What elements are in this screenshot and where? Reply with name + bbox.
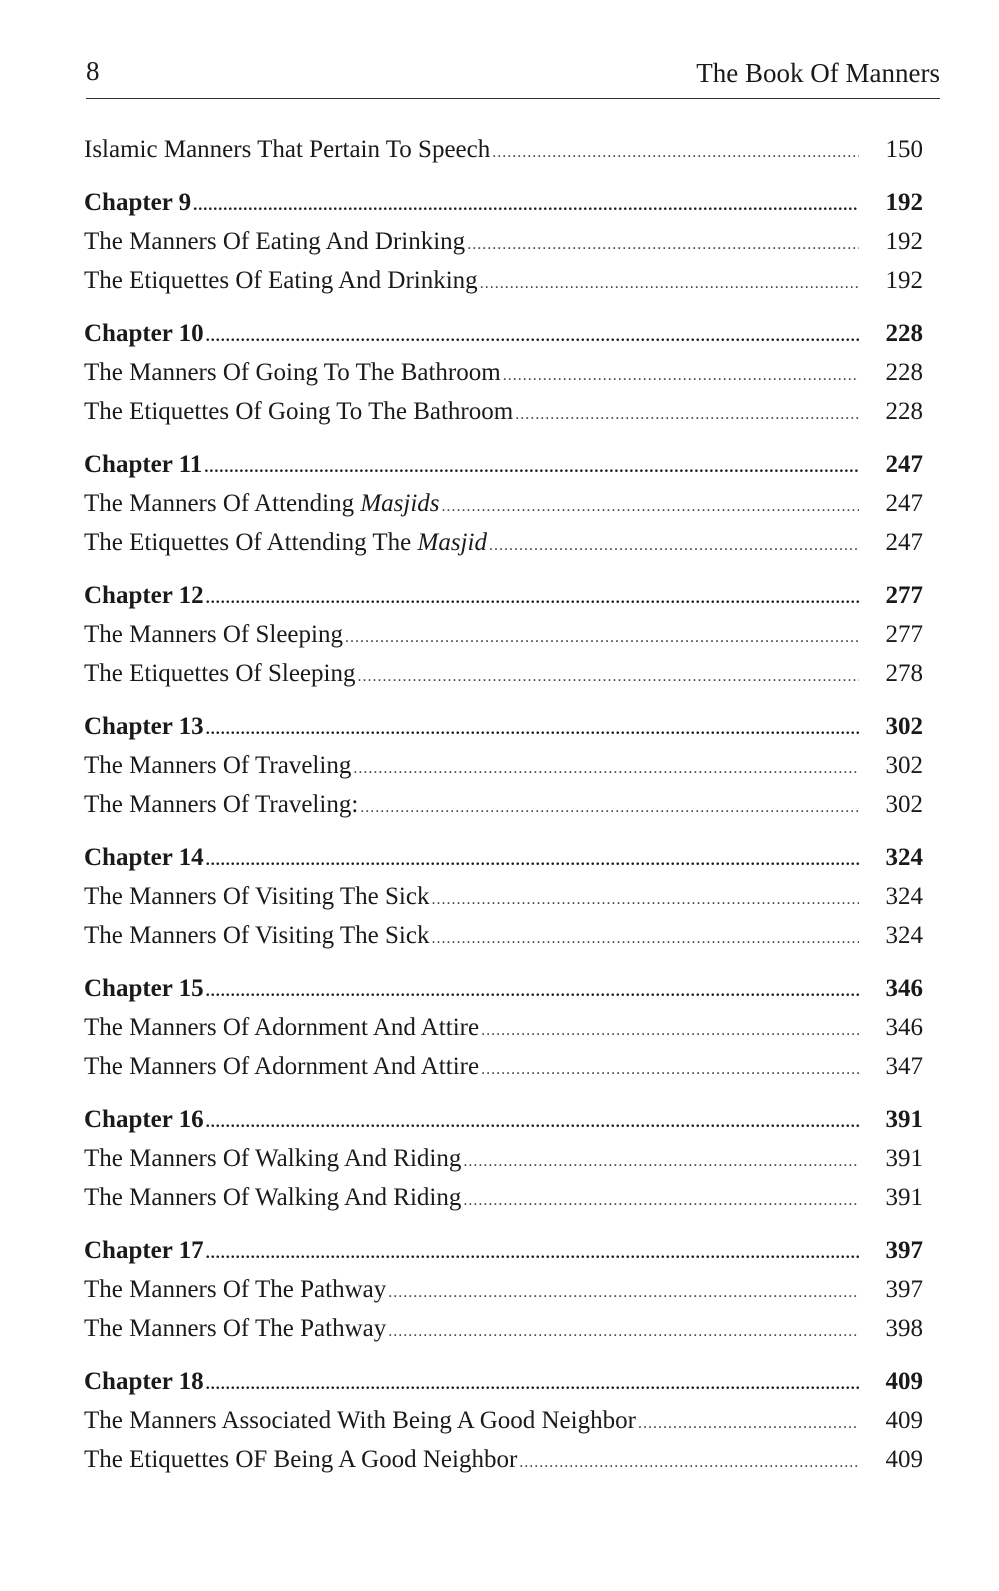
toc-page-number: 397 xyxy=(885,1276,923,1303)
toc-entry-title-text: The Manners Of Walking And Riding xyxy=(84,1184,462,1211)
toc-chapter-entry xyxy=(84,1100,939,1139)
toc-section-entry xyxy=(84,1401,939,1440)
toc-page-number: 302 xyxy=(885,713,923,740)
dot-leader xyxy=(388,1312,859,1351)
toc-entry-title xyxy=(84,615,343,654)
toc-entry-title-text: The Manners Of Traveling xyxy=(84,752,352,779)
toc-chapter-entry xyxy=(84,445,939,484)
toc-page-number: 192 xyxy=(885,228,923,255)
dot-leader xyxy=(206,1365,859,1404)
toc-entry-title-italic: Masjid xyxy=(417,529,487,556)
toc-entry-title xyxy=(84,183,191,222)
page-number: 8 xyxy=(86,56,100,86)
dot-leader xyxy=(515,395,859,434)
toc-entry-title-text: Chapter 15 xyxy=(84,975,204,1002)
toc-entry-title xyxy=(84,785,358,824)
toc-entry-title xyxy=(84,130,490,169)
dot-leader xyxy=(519,1443,859,1482)
table-of-contents xyxy=(84,130,939,1479)
toc-page-number: 397 xyxy=(885,1237,923,1264)
toc-section-entry xyxy=(84,523,939,562)
toc-page-number: 192 xyxy=(885,189,923,216)
toc-page-number: 302 xyxy=(885,791,923,818)
toc-page-number: 409 xyxy=(885,1407,923,1434)
toc-entry-title xyxy=(84,314,204,353)
toc-entry-title xyxy=(84,1178,461,1217)
toc-chapter-entry xyxy=(84,838,939,877)
toc-entry-title-text: The Etiquettes Of Sleeping xyxy=(84,660,356,687)
toc-entry-title-text: The Manners Of Sleeping xyxy=(84,621,343,648)
dot-leader xyxy=(345,618,859,657)
toc-section-entry xyxy=(84,1178,939,1217)
dot-leader xyxy=(206,1103,859,1142)
toc-entry-title xyxy=(84,877,429,916)
toc-page-number: 277 xyxy=(885,582,923,609)
toc-entry-title-text: The Manners Of Traveling: xyxy=(84,791,359,818)
toc-entry-title xyxy=(84,1309,386,1348)
toc-page-number: 347 xyxy=(885,1053,923,1080)
toc-entry-title-text: The Manners Associated With Being A Good Neighbor xyxy=(84,1407,636,1434)
dot-leader xyxy=(431,880,859,919)
toc-entry-title xyxy=(84,1139,461,1178)
toc-page-number: 391 xyxy=(885,1184,923,1211)
toc-page-number: 324 xyxy=(885,883,923,910)
dot-leader xyxy=(206,317,859,356)
toc-entry-title-text: The Manners Of Walking And Riding xyxy=(84,1145,462,1172)
toc-entry-title-text: Chapter 11 xyxy=(84,451,203,478)
toc-section-entry xyxy=(84,261,939,300)
toc-entry-title-italic: Masjids xyxy=(360,490,440,517)
toc-entry-title-text: The Manners Of Eating And Drinking xyxy=(84,228,466,255)
toc-page-number: 398 xyxy=(885,1315,923,1342)
toc-section-entry xyxy=(84,785,939,824)
dot-leader xyxy=(206,841,859,880)
dot-leader xyxy=(492,133,859,172)
toc-entry-title xyxy=(84,222,465,261)
toc-page-number: 150 xyxy=(885,136,923,163)
dot-leader xyxy=(388,1273,859,1312)
toc-entry-title-text: The Manners Of Attending xyxy=(84,490,361,517)
toc-page-number: 278 xyxy=(885,660,923,687)
toc-page-number: 391 xyxy=(885,1106,923,1133)
toc-entry-title xyxy=(84,707,204,746)
toc-entry-title xyxy=(84,1100,204,1139)
toc-entry-title xyxy=(84,261,478,300)
toc-entry-title-text: Chapter 18 xyxy=(84,1368,204,1395)
toc-page-number: 247 xyxy=(885,451,923,478)
dot-leader xyxy=(206,710,859,749)
dot-leader xyxy=(357,657,859,696)
toc-entry-title-text: Chapter 9 xyxy=(84,189,192,216)
toc-page-number: 302 xyxy=(885,752,923,779)
toc-entry-title-text: The Etiquettes OF Being A Good Neighbor xyxy=(84,1446,518,1473)
toc-page-number: 409 xyxy=(885,1446,923,1473)
toc-entry-title xyxy=(84,1008,479,1047)
dot-leader xyxy=(489,526,859,565)
toc-entry-title-text: Chapter 16 xyxy=(84,1106,204,1133)
dot-leader xyxy=(206,579,859,618)
dot-leader xyxy=(360,788,859,827)
toc-entry-title-text: The Manners Of The Pathway xyxy=(84,1276,387,1303)
dot-leader xyxy=(481,1011,859,1050)
toc-section-entry xyxy=(84,1139,939,1178)
toc-page-number: 324 xyxy=(885,844,923,871)
toc-section-entry xyxy=(84,130,939,169)
dot-leader xyxy=(206,1234,859,1273)
toc-entry-title xyxy=(84,1047,479,1086)
toc-section-entry xyxy=(84,1047,939,1086)
dot-leader xyxy=(638,1404,859,1443)
dot-leader xyxy=(353,749,859,788)
toc-entry-title-text: The Manners Of Visiting The Sick xyxy=(84,883,430,910)
toc-page-number: 391 xyxy=(885,1145,923,1172)
toc-entry-title xyxy=(84,1270,386,1309)
toc-section-entry xyxy=(84,1309,939,1348)
toc-entry-title-text: The Manners Of Going To The Bathroom xyxy=(84,359,501,386)
toc-page-number: 247 xyxy=(885,490,923,517)
toc-section-entry xyxy=(84,1008,939,1047)
toc-page-number: 409 xyxy=(885,1368,923,1395)
toc-entry-title-text: The Etiquettes Of Eating And Drinking xyxy=(84,267,478,294)
toc-section-entry xyxy=(84,1440,939,1479)
toc-entry-title xyxy=(84,838,204,877)
toc-entry-title xyxy=(84,1401,636,1440)
toc-page-number: 228 xyxy=(885,359,923,386)
dot-leader xyxy=(463,1181,859,1220)
toc-page-number: 346 xyxy=(885,1014,923,1041)
toc-entry-title xyxy=(84,392,513,431)
toc-page-number: 277 xyxy=(885,621,923,648)
toc-chapter-entry xyxy=(84,1231,939,1270)
toc-page-number: 324 xyxy=(885,922,923,949)
toc-section-entry xyxy=(84,746,939,785)
toc-entry-title-text: The Manners Of Visiting The Sick xyxy=(84,922,430,949)
toc-entry-title-text: Chapter 13 xyxy=(84,713,204,740)
toc-entry-title xyxy=(84,1362,204,1401)
dot-leader xyxy=(204,448,859,487)
dot-leader xyxy=(503,356,859,395)
toc-entry-title-text: Chapter 14 xyxy=(84,844,204,871)
toc-entry-title xyxy=(84,1231,204,1270)
toc-chapter-entry xyxy=(84,183,939,222)
toc-entry-title-text: The Manners Of The Pathway xyxy=(84,1315,387,1342)
toc-section-entry xyxy=(84,654,939,693)
toc-chapter-entry xyxy=(84,314,939,353)
dot-leader xyxy=(481,1050,859,1089)
toc-page-number: 247 xyxy=(885,529,923,556)
dot-leader xyxy=(431,919,859,958)
toc-section-entry xyxy=(84,1270,939,1309)
toc-page-number: 192 xyxy=(885,267,923,294)
toc-entry-title-text: Chapter 17 xyxy=(84,1237,204,1264)
toc-entry-title xyxy=(84,353,501,392)
toc-entry-title xyxy=(84,523,487,562)
toc-entry-title xyxy=(84,654,355,693)
toc-entry-title-text: Islamic Manners That Pertain To Speech xyxy=(84,136,491,163)
toc-entry-title xyxy=(84,576,204,615)
toc-section-entry xyxy=(84,353,939,392)
toc-entry-title xyxy=(84,445,202,484)
toc-section-entry xyxy=(84,392,939,431)
dot-leader xyxy=(442,487,859,526)
toc-entry-title-text: The Etiquettes Of Going To The Bathroom xyxy=(84,398,514,425)
toc-entry-title xyxy=(84,484,440,523)
toc-section-entry xyxy=(84,484,939,523)
toc-entry-title xyxy=(84,969,204,1008)
dot-leader xyxy=(467,225,859,264)
toc-page-number: 228 xyxy=(885,398,923,425)
toc-section-entry xyxy=(84,877,939,916)
toc-section-entry xyxy=(84,222,939,261)
running-title: The Book Of Manners xyxy=(696,58,940,88)
toc-entry-title xyxy=(84,916,429,955)
toc-section-entry xyxy=(84,916,939,955)
dot-leader xyxy=(480,264,859,303)
dot-leader xyxy=(193,186,859,225)
dot-leader xyxy=(463,1142,859,1181)
toc-chapter-entry xyxy=(84,576,939,615)
toc-chapter-entry xyxy=(84,707,939,746)
toc-page-number: 346 xyxy=(885,975,923,1002)
toc-entry-title xyxy=(84,1440,517,1479)
toc-entry-title-text: The Etiquettes Of Attending The xyxy=(84,529,418,556)
toc-entry-title-text: The Manners Of Adornment And Attire xyxy=(84,1053,480,1080)
toc-chapter-entry xyxy=(84,1362,939,1401)
page-header xyxy=(86,56,940,99)
toc-entry-title-text: The Manners Of Adornment And Attire xyxy=(84,1014,480,1041)
toc-entry-title-text: Chapter 12 xyxy=(84,582,204,609)
toc-entry-title xyxy=(84,746,351,785)
dot-leader xyxy=(206,972,859,1011)
toc-entry-title-text: Chapter 10 xyxy=(84,320,204,347)
toc-chapter-entry xyxy=(84,969,939,1008)
toc-page-number: 228 xyxy=(885,320,923,347)
toc-section-entry xyxy=(84,615,939,654)
